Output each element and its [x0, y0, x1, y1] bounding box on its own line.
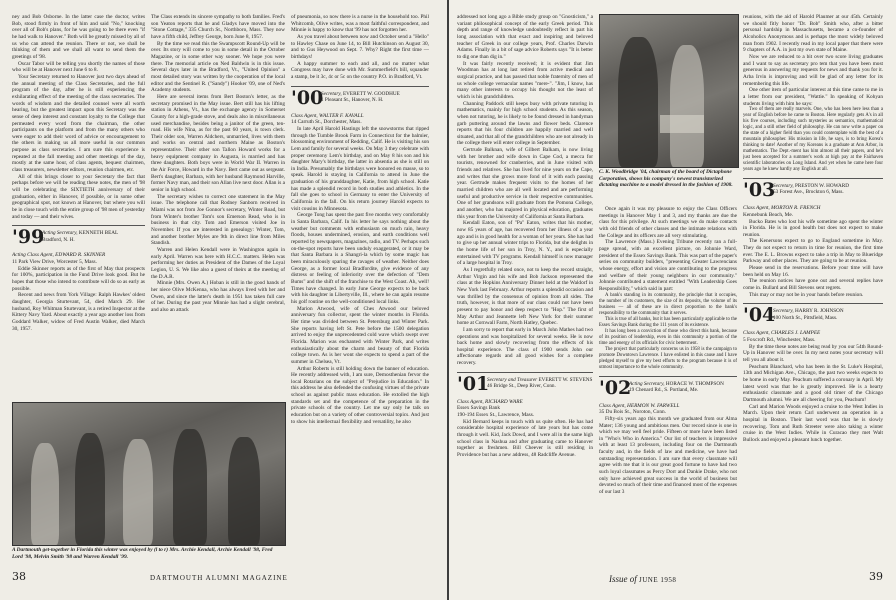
quoted-paragraph: A bank's standing in its community, the principle that it occupies, the number of its customers, the size of its deposits, the volume of its business — all of these are in direct proportion to the bank's responsibility to the community that it serves. — [599, 292, 737, 316]
paragraph: I am sorry to report that early in March John Mathes had two operations and was hospitalized for several weeks. He is now back home and slowly recovering from the effects of his hospital experience. The class of 1900 sends John our affectionate regards and all good wishes for a complete recovery. — [457, 326, 593, 367]
paragraph: Kendall Eaton, son of "Pa" Eaton, writes that his mother, now 85 years of age, has recovered from her illness of a year ago and is in good health for a woman of her years. She has had to give up her annual winter trips to Florida, but she delights in the home life of her son in Troy, N. Y., and is especially entertained with TV programs. Kendall himself is now manager of a large hospital in Troy. — [457, 220, 593, 267]
paragraph: Please send in the reservations. Before your time will have been held on May 16. — [743, 265, 883, 278]
class-agent: Class Agent, RICHARD WARE — [457, 398, 523, 405]
page-number: 39 — [869, 570, 883, 583]
class-agent-address: 35 Du Bois St., Noroton, Conn. — [599, 409, 666, 416]
paragraph: Recent and news from York Village: Ralph Hawkes' oldest daughter, Georgia Sturtevant, 54, died March 29. Her husband, Roy Whitman Sturtevant, is a retired Inspector at the Kittery Navy Yard. About exactly a year ago another loss from Goddard Walker, widow of Fred Austin Walker, died March 30, 1957. — [12, 292, 145, 332]
paragraph: All of this brings closer to your Secretary the fact that perhaps before we will be reading these notes, the men of '98 will be celebrating the SIXTIETH anniversary of their graduation, either in Hanover, if possible, or in some other geographical spot, not known at Hanover, but where you will be in close touch with the entire group of '98 men of yesterday and today — and their wives. — [12, 173, 145, 220]
class-1904-header — [743, 303, 883, 326]
class-agent: Class Agent, MORTON R. FRENCH — [743, 205, 821, 212]
class-secretary: Secretary and Treasurer EVERETT W. STEVENS 46 Bridge St., Deep River, Conn. — [487, 376, 593, 389]
issue-footer — [609, 574, 676, 584]
class-agent: Class Agent, CHARLES J. LAMPEE — [743, 330, 821, 337]
paragraph: By the time these notes are being read by you our 54th Round-Up in Hanover will be over. In my next notes your secretary will tell you all about it. — [743, 343, 883, 363]
paragraph: A happy summer to each and all, and no matter what Congress may have done with Mr. Summerfield's bill, squander a stamp, be it 3c, 4c or 5c on the country P.O. in Bradford, Vt. — [291, 60, 429, 80]
paragraph: This may or may not be in your hands before reunion. — [749, 291, 864, 298]
paragraph: Oscar Tabor will be telling you shortly the names of those who will be at Hanover next June 6 to 8. — [12, 60, 145, 74]
photo-caption: A Dartmouth get-together in Florida this winter was enjoyed by (l to r) Mrs. Archie Kendall, Archie Kendall '98, Fred Lord '98, Melvin Smith '98 and Warren Kendall '99. — [12, 547, 273, 560]
florida-group-photo — [12, 402, 286, 546]
paragraph: Once again it was my pleasure to enjoy the Class Officers meetings in Hanover May 1 and 3, and my thanks are due the class for this privilege. At such meetings we do make contacts with old friends of other classes and the intimate relations with the College and its officers are all very stimulating. — [599, 206, 737, 239]
class-agent-address: Kennebunk Beach, Me. — [743, 211, 794, 218]
paragraph: Arthur Roberts is still holding down the banner of education. He recently addressed with, I am sure, Demosthenian fervor the local Rotarians on the subject of "Prejudice in Education." In this address he also defended the confusing virtues of the private school as against public mass education. He extolled the high standards set and the competence of the preparation in the private schools of the country. Let me say only he talk on education but on a variety of other controversial topics. And just to show his intellectual flexibility and versatility, he also — [291, 365, 429, 425]
class-agent: Acting Class Agent, EDWARD R. SKINNER — [12, 252, 106, 259]
page-number: 38 — [12, 570, 26, 583]
dictaphone-photo — [599, 14, 739, 168]
class-1900-header — [291, 86, 429, 109]
running-footer: DARTMOUTH ALUMNI MAGAZINE — [150, 574, 288, 582]
class-agent-address: 5 Foxcroft Rd., Winchester, Mass. — [743, 337, 816, 344]
class-secretary: Secretary, EVERETT W. GOODHUE 1 Pleasant St., Hanover, N. H. — [321, 90, 400, 103]
quoted-paragraph: The project that particularly concerns us in 1958 is the campaign to promote Downtown Lawrence. I have enlisted in this cause and I have pledged myself to give my best efforts to the program because it is of utmost importance to the whole community. — [599, 346, 737, 370]
paragraph: The Lawrence (Mass.) Evening Tribune recently ran a full-page spread, with an excellent picture, on Johnnie Ward, president of the Essex Savings Bank. This was part of the paper's series on community builders, "presenting Greater Lawrencians whose energy, effort and vision are contributing to the progress and welfare of their young neighbors in our community." Johnnie contributed a statement entitled "With Leadership Goes Responsibility," which said in part: — [599, 239, 737, 292]
class-agent-address: 14 Carruth St., Dorchester, Mass. — [291, 119, 362, 126]
class-agent-address: 11 Park View Drive, Worcester 5, Mass. — [12, 259, 97, 265]
paragraph: One other item of particular interest at this time came to me in a letter from our president, "Wattie." In speaking of Kohyan students living with him he says: — [743, 87, 883, 107]
paragraph: Peachum Blanchard, who has been in the St. Luke's Hospital, 13th and Michigan Ave., Chicago, the past two weeks expects to be home in early May. Peachum suffered a coronary in April. My latest word was that he is greatly improved. He is a hearty enthusiastic classmate and a good old timer of the Chicago Dartmouth alumni. We are all cheering for you, Peachum! — [743, 363, 883, 403]
issue-date: JUNE 1958 — [639, 576, 677, 584]
left-column-2 — [151, 14, 285, 400]
paragraph: The Class extends its sincere sympathy to both families. Fred's son Yeaton reports that he and Gladys have moved into the "Stone Cottage," 335 Church St., Northboro, Mass. They now have a fifth child, Jeffrey George, born June 8, 1957. — [151, 14, 285, 40]
paragraph: It was fairly recently received; it is evident that Jim Woodman has at long last retired from active medical and surgical practice, and has passed that noble fraternity of men of us whole college vernacular names "mere-". "Jim, I know, has many other interests to occupy his thought not the least of which is his grandchildren. — [457, 60, 593, 100]
paragraph: The secretary wishes to correct one statement in the May issue. The telephone call that Rodney Sanborn received in Miami was not from Joe Gonnor's secretary, Winter Road, but from Winter's brother Tom's son Emerson Read, who is in business in that city. Tom and Emerson visited Joe in November. If you are interested in genealogy: Winter, Tom, and another brother Myles are 9th in direct line from Miles Standish. — [151, 193, 285, 247]
paragraph: In late April Harold Hastings left the snowstorms that ripped through the Tumble Brook Farm in Connecticut for the balmier, blossoming environment of Redding, Calif. He is visiting his son Lem and family for several weeks. On May 3 they celebrate with proper ceremony Lem's birthday, and on May 8 his son and his daughter Mary's birthday, the latter in absentia as she is still on in India. Presumably the birthdays were honored en masse, so to speak. Harold is staying in California to attend in June the graduation of his granddaughter, Katie, from high school. Katie has made a splendid record in both studies and athletics. In the fall she goes to school in Germany to enter the University of California in the fall. On his return journey Harold expects to visit cousins in Minnesota. — [291, 125, 429, 212]
paragraph: reunions, with the aid of Harold Plaumer at our 45th. Certainly we should fitly honor "Dr. Bob" Smith who, after a bitter personal hardship in Massachusetts, became a co-founder of Alcoholics Anonymous and is perhaps the most widely beloved man from 1902. I recently read in my local paper that there were 9 chapters of A.A. in just my own state of Maine. — [743, 14, 883, 54]
right-column-1 — [457, 14, 593, 562]
right-page — [449, 0, 896, 600]
class-secretary: Secretary, HARRY R. JOHNSON 100 North St., Pittsfield, Mass. — [773, 308, 844, 321]
paragraph: addressed not long ago a Bible study group on "Gnosticism," a variant philosophical concept of the early Greek period. This depth and range of knowledge undoubtedly reflect in part his long association with that exact and inspiring and beloved teacher of Greek in our college years, Prof. Charles Darwin Adams. Finally in a bit of sage advice Roberts says "It is better to dig one than dig in." — [457, 14, 593, 60]
paragraph: Fifty-six years ago this month we graduated from our Alma Mater; 136 young and ambitious men. Our record since is one in which we may well feel pride. Fifteen or more have been listed in "Who's Who in America." Our list of teachers is impressive with at least 13 professors, including four on the Dartmouth faculty and, in the fields of law and medicine, we have had outstanding representation. I am sure that every classmate will agree with me that it is our great good fortune to have had two such loyal classmates as Percy Dorr and Dankie Drake, who not only have achieved great success in the world of business but devoted so much of their time and financed most of the expenses of our last 3 — [599, 415, 737, 496]
paragraph: George Tong has spent the past five months very comfortably in Santa Barbara, Calif. In his letter he says nothing about the weather but comments with enthusiasm on much rain, heavy floods, houses undermined, erosion, and earth conditions well reported by newspapers, magazines, radio, and TV. Perhaps such on-the-spot reports have been unduly exaggerated, or it may be that Santa Barbara is a Shangri-la which by some magic has been miraculously sparing the ravages of weather. Neither does George, as a former local Bradfordite, give evidence of any distress or feeling of inferiority over the defection of "Dem Bums" and the shift of the franchise to the West Coast. Ah, well! Times have changed. In early June George expects to be back with his daughter in Libertyville, Ill., where he can again resume his golf routine on the well-conditioned local links. — [291, 212, 429, 305]
paragraph: Channing Paddock still keeps busy with private tutoring in mathematics, mainly for high school students. As this season, when not tutoring, he is likely to be found dressed in handyman garb puttering around the lawns and flower beds. Clarence reports that his four children are happily married and well situated, and that all of the grandchildren who are not already in the college there will enter college in September. — [457, 100, 593, 147]
paragraph: The reunion notices have gone out and several replies have come in. Bullard and Bill Stevens sent regrets. — [743, 278, 883, 292]
paragraph: Bucko Bates who lost his wife sometime ago spent the winter in Florida. He is in good health but does not expect to make reunion. — [743, 218, 883, 238]
class-secretary: Secretary, PRESTON W. HOWARD 53 Forest Ave., Brockton 6, Mass. — [773, 183, 849, 196]
paragraph: Gertrude Balknan, wife of Gilbert Balkam, is now living with her brother and wife down in Cape Cod, a mecca for tourists, renowned for cranberries, and in June visited with friends and relatives. She has lived for nine years on the Cape, and writes that she grows more fond of it with each passing year. Gertrude makes frequent visits to the homes of her married children who are all well located and are performing useful and productive service in their respective communities. One of her grandsons will graduate from the Pomona College, and another, who has majored in physical education, graduates this year from the University of California at Santa Barbara. — [457, 147, 593, 220]
paragraph: By the time we read this the Swampscott Round-Up will be over. Its story will come to you in some detail in the October Magazine, or in some other way sooner. We hope you were there. The memorial article on Ned Baldwin is in this issue. Several days later in the Bradford, Vt., "United Opinion" a most detailed story was written by the cooperation of the local editor and the Sentinel R. ("Sandy") Hooker '09, one of Ned's Academy students. — [151, 40, 285, 94]
paragraph: Minnie (Mrs. Owen A.) Hoban is still in the good hands of her niece Olive McKenna, who has always lived with her and Owen, and since the latter's death in 1951 has taken full care of her. During the past year Minnie has had a slight cerebral, and also an attack — [151, 280, 285, 313]
paragraph: ney and Bob Osborne. In the latter case the doctor, writes Bob, stood firmly in front of him and said "No," knocking over all of Bob's plans, for he was going to be there even "if he had walk to Hanover." Both will be greatly missed by all of us who can attend the reunion. There or not, we shall be thinking of them and we shall all want to send them the greetings of '98. — [12, 14, 145, 60]
paragraph: The Kenersons expect to go to England sometime in May. They do not expect to return in time for reunion, the first time ever. The E. L. Browns expect to take a trip in May to Blueridge Parkway and other places. They are going to be at reunion. — [743, 238, 883, 265]
left-column-1 — [12, 14, 145, 396]
paragraph: Here are several items from Bert Boston's letter, as the secretary promised in the May issue. Bert still has his lifting station in Athens, Vt., has the exchange agency in Somerset County for a high-grade stove, and deals also in miscellaneous used merchandise, besides being a janitor of the green, ten-road. His wife Nina, as for the past 60 years, is town clerk. Their older son, Warren Aldchers, unmarried, lives with them and works on central and northern Maine as Boston's representative. Their other son Tallon Howard works for a heavy equipment company in Augusta, is married and has three daughters. Both boys were in World War II. Warren in the Air Force, Howard in the Navy. Bert came out as sergeant. Bert's daughter, Barbara, with her husband Raymond Harville, former Navy man, and their son Allan live next door. Allan is a senior in high school. — [151, 93, 285, 194]
class-year: '03 — [743, 179, 776, 202]
quoted-paragraph: This is true of all banks, but it has been particularly applicable to the Essex Savings Bank during the 111 years of its existence. — [599, 316, 737, 328]
paragraph: As I regretfully related once, not to keep the record straight, Arthur Virgin and his wife and Bob Jackson represented the class at the Hopkins Anniversary Dinner held at the Waldorf in New York last February. Arthur reports a splendid occasion and was thrilled by the consensus of opinion from all sides. The truth, however, is that more of our class could not have been present to pay honor and deep respect to "Hop." The first of May Arthur and Jeannette left New York for their summer home at Cornwall Farm, North Hatley, Quebec. — [457, 266, 593, 327]
class-year: '00 — [291, 86, 324, 109]
issue-label: Issue of — [609, 574, 637, 584]
class-secretary: Acting Secretary, KENNETH BEAL Bradford, N. H. — [42, 230, 119, 243]
class-1901-header — [457, 372, 593, 395]
class-year: '99 — [12, 226, 45, 249]
paragraph: Carl and Marion Woods enjoyed a cruise to the West Indies in March. Upon their return Carl underwent an operation in a hospital in Boston. Their last word was that he is slowly recovering. Tom and Ruth Streeter were also taking a winter cruise in the West Indies. While in Curacao they met Walt Bullock and enjoyed a pleasant lunch together. — [743, 403, 883, 443]
paragraph: Kid Bernard keeps in touch with us quite often. He has had considerable hospital experience of late years but has come through it well. Kid, Jack Dowd, and I were all in the same high school class in Nashua and after graduating came to Hanover together as freshmen. Bill Cheever is still residing in Providence but has a new address, 48 Radcliffe Avenue. — [457, 418, 593, 459]
paragraph: of pneumonia, so now there is a nurse in the household too. Phil Whitcomb, Olive writes, was a most faithful correspondent, and Minnie is happy to know that '99 has not forgotten her. — [291, 14, 429, 34]
paragraph: Your Secretary returned to Hanover just two days ahead of the annual meeting of the Class Secretaries, and the full program of the day, after he is still experiencing the exhilarating effect of the meeting of the class secretaries. The words of wisdom and the detailed counsel were all worth hearing, but the greatest impact upon this Secretary was the sense of deep interest and constant loyalty to the College that permeated every word from the chairman, the other participants on the platform and from the many others who were eager to add their word of advice or encouragement to the others in making us all more useful in our common purpose as class secretaries. I am sure this experience is repeated at the fall meeting and other meetings of the day, mostly at the same hour, of class agents, bequest chairmen, class treasurers, newsletter editors, reunion chairmen, etc. — [12, 73, 145, 174]
right-column-2 — [599, 206, 737, 562]
class-year: '04 — [743, 304, 776, 327]
left-column-3 — [291, 14, 429, 560]
class-agent: Class Agent, WALTER F. KAVALL — [291, 112, 364, 119]
paragraph: Warren and Helen Kendall were in Washington again in early April. Warren was here with H.C.C. matters. Helen was performing her duties as President of the Dames of the Loyal Legion, U. S. We like also a guest of theirs at the meeting of the D.A.R. — [151, 246, 285, 280]
left-page — [0, 0, 447, 600]
class-year: '02 — [599, 376, 632, 399]
class-1899-header — [12, 225, 145, 248]
class-1903-header — [743, 178, 883, 201]
photo-caption: C. K. Woodbridge '04, chairman of the board of Dictaphone Corporation, shows his company's newest transistorized dictating machine to a model dressed in the fashion of 1908. — [599, 169, 733, 189]
class-1902-header — [599, 376, 737, 399]
paragraph: Now we are reduced to a bit over two score living graduates and I want to say as secretary pro tem that you have been most generous in answering my requests for news and thank you for it. Arba Irvin is improving and will be glad of any letter for its remembering this life. — [743, 53, 883, 87]
right-column-3 — [743, 14, 883, 562]
class-agent: Class Agent, HERMON W. FARWELL — [599, 402, 680, 409]
class-agent-address: Essex Savings Bank — [457, 405, 500, 412]
class-agent-address: 190-194 Essex St., Lawrence, Mass. — [457, 412, 535, 419]
paragraph: As you travel about between now and October send a "Hello" to Hawley Chase on June 14, to Bill Hutchinson on August 30, and to Gus Heywood on Sept. 7. Why? Right the first time — birthdays! — [291, 33, 429, 60]
paragraph: Eddie Skinner reports as of the first of May that prospects for 100%, participation in the Fund Drive look good. But he hopes that those who intend to contribute will do so as early as possible. — [12, 265, 145, 292]
paragraph: Marion Atwood, wife of Ches Atwood our beloved anniversary fun collector, spent the winter months in Florida. Her time was divided between St. Petersburg and Winter Park. She reports having left St. Pete before the 1500 delegation arrived to enjoy the unprecedented cold wave which swept over Florida. Marion was enchanted with Winter Park, and writes enthusiastically about the charm and beauty of that Florida college town. As is her wont she expects to spend a part of the summer in Chelsea, Vt. — [291, 305, 429, 365]
class-year: '01 — [457, 372, 490, 395]
quoted-paragraph: It has long been a conviction of those who direct this bank, because of its position of leadership, even in this community a portion of the time and energy of its officials for civic betterment. — [599, 328, 737, 346]
quoted-paragraph: Two of them are really marvels. One, who has been here less than a year of English before he came to Boston. Here regularly gets A's in all his five courses, including such mysteries as semantics, mathematical logic, and a still other field of philosophy. He can now write a paper on the state of a higher field than you could contemplate with the best of a mountain philosopher. His mission in life, he says, is to bring Korea's thinking to date! Another of my Koreans is a graduate at Ann Arbor, in mathematics. The Dept.-ment has him almost all their papers, and he's just been accepted for a summer's work at high pay at the Fairhaven scientific laboratories on Long Island. And yet when he came here four years ago he knew hardly any English at all. — [743, 107, 883, 173]
class-secretary: Acting Secretary, HORACE W. THOMPSON 19 Chenard Rd., S. Portland, Me. — [629, 380, 724, 393]
